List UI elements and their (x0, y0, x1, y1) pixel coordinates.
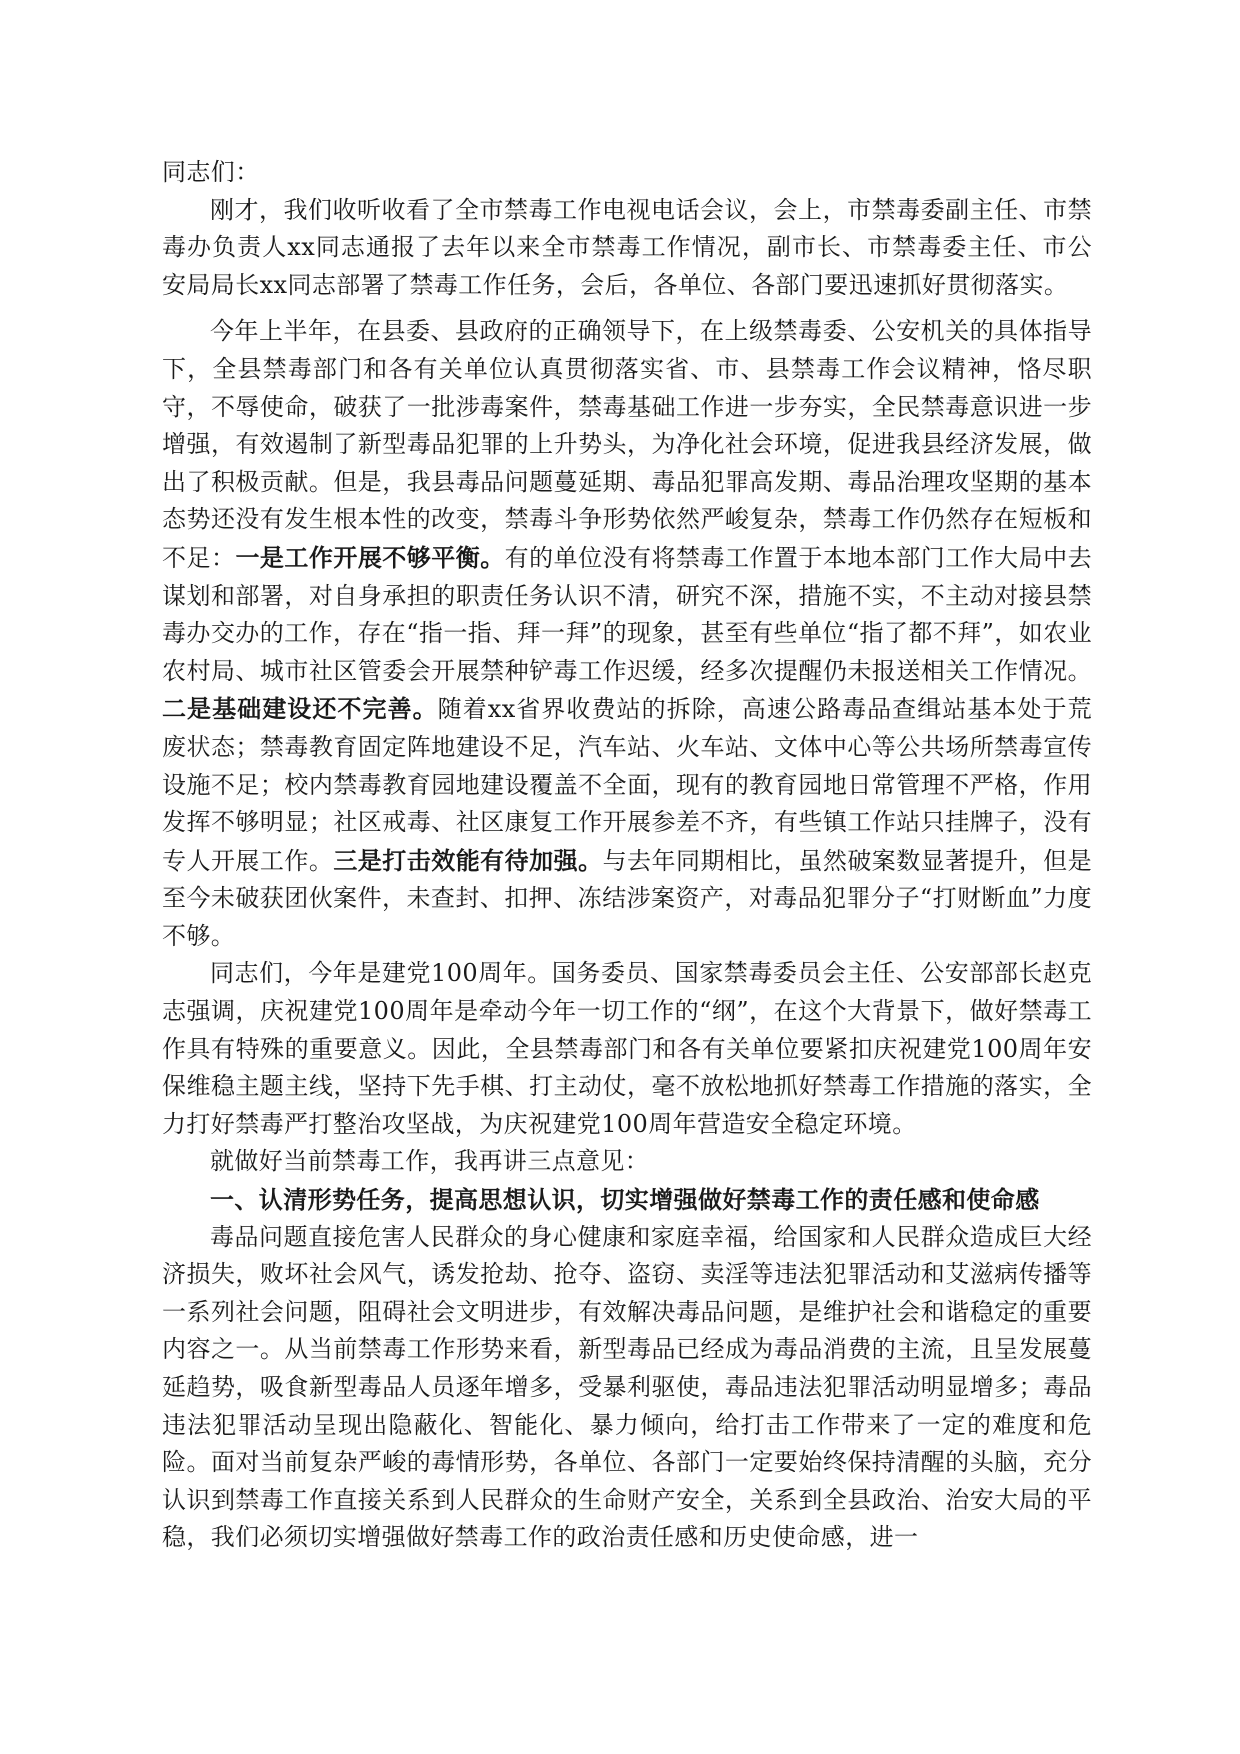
point-2-text: 随着xx省界收费站的拆除，高速公路毒品查缉站基本处于荒废状态；禁毒教育固定阵地建设不足，汽车站、火车站、文体中心等公共场所禁毒宣传设施不足；校内禁毒教育园地建设覆盖不全面，现有的教育园地日常管理不严格，作用发挥不够明显；社区戒毒、社区康复工作开展参差不齐，有些镇工作站只挂牌子，没有专人开展工作。 (162, 695, 1092, 875)
point-1-heading: 一是工作开展不够平衡。 (235, 542, 505, 572)
section-heading-1: 一、认清形势任务，提高思想认识，切实增强做好禁毒工作的责任感和使命感 (210, 1185, 1040, 1215)
point-3-heading: 三是打击效能有待加强。 (333, 845, 603, 875)
paragraph-2 (162, 313, 1092, 955)
point-3-text: 与去年同期相比，虽然破案数显著提升，但是至今未破获团伙案件，未查封、扣押、冻结涉案资产，对毒品犯罪分子“打财断血”力度不够。 (162, 846, 1092, 950)
point-1-text: 有的单位没有将禁毒工作置于本地本部门工作大局中去谋划和部署，对自身承担的职责任务认识不清，研究不深，措施不实，不主动对接县禁毒办交办的工作，存在“指一指、拜一拜”的现象，甚至有些单位“指了都不拜”，如农业农村局、城市社区管委会开展禁种铲毒工作迟缓，经多次提醒仍未报送相关工作情况。 (162, 543, 1092, 685)
paragraph-5: 毒品问题直接危害人民群众的身心健康和家庭幸福，给国家和人民群众造成巨大经济损失，败坏社会风气，诱发抢劫、抢夺、盗窃、卖淫等违法犯罪活动和艾滋病传播等一系列社会问题，阻碍社会文明进步，有效解决毒品问题，是维护社会和谐稳定的重要内容之一。从当前禁毒工作形势来看，新型毒品已经成为毒品消费的主流，且呈发展蔓延趋势，吸食新型毒品人员逐年增多，受暴利驱使，毒品违法犯罪活动明显增多；毒品违法犯罪活动呈现出隐蔽化、智能化、暴力倾向，给打击工作带来了一定的难度和危险。面对当前复杂严峻的毒情形势，各单位、各部门一定要始终保持清醒的头脑，充分认识到禁毒工作直接关系到人民群众的生命财产安全，关系到全县政治、治安大局的平稳，我们必须切实增强做好禁毒工作的政治责任感和历史使命感，进一 (162, 1222, 1092, 1552)
point-2-heading: 二是基础建设还不完善。 (162, 694, 438, 724)
paragraph-2-intro: 今年上半年，在县委、县政府的正确领导下，在上级禁毒委、公安机关的具体指导下，全县禁毒部门和各有关单位认真贯彻落实省、市、县禁毒工作会议精神，恪尽职守，不辱使命，破获了一批涉毒案件，禁毒基础工作进一步夯实，全民禁毒意识进一步增强，有效遏制了新型毒品犯罪的上升势头，为净化社会环境，促进我县经济发展，做出了积极贡献。但是，我县毒品问题蔓延期、毒品犯罪高发期、毒品治理攻坚期的基本态势还没有发生根本性的改变，禁毒斗争形势依然严峻复杂，禁毒工作仍然存在短板和不足： (162, 317, 1092, 572)
paragraph-1: 刚才，我们收听收看了全市禁毒工作电视电话会议，会上，市禁毒委副主任、市禁毒办负责人xx同志通报了去年以来全市禁毒工作情况，副市长、市禁毒委主任、市公安局局长xx同志部署了禁毒工作任务，会后，各单位、各部门要迅速抓好贯彻落实。 (162, 195, 1092, 299)
paragraph-3: 同志们，今年是建党100周年。国务委员、国家禁毒委员会主任、公安部部长赵克志强调，庆祝建党100周年是牵动今年一切工作的“纲”，在这个大背景下，做好禁毒工作具有特殊的重要意义。因此，全县禁毒部门和各有关单位要紧扣庆祝建党100周年安保维稳主题主线，坚持下先手棋、打主动仗，毫不放松地抓好禁毒工作措施的落实，全力打好禁毒严打整治攻坚战，为庆祝建党100周年营造安全稳定环境。 (162, 959, 1092, 1138)
salutation: 同志们： (162, 158, 260, 186)
document-body (162, 154, 1092, 1557)
paragraph-4: 就做好当前禁毒工作，我再讲三点意见： (210, 1147, 650, 1176)
